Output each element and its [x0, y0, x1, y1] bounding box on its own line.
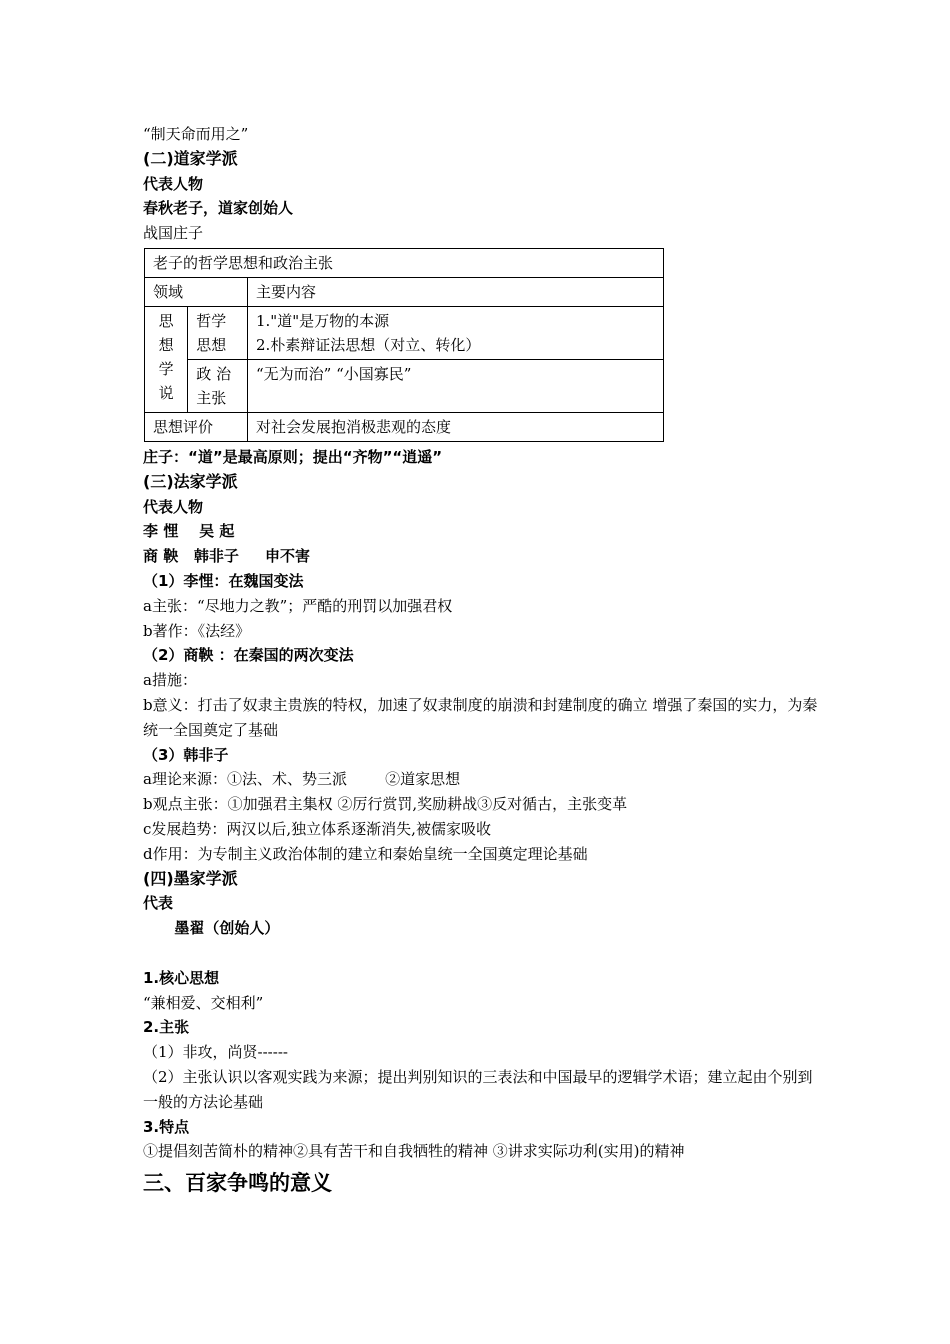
- section-fajia-mojia: [143, 445, 823, 1164]
- text-line: （2）商鞅 ：在秦国的两次变法: [143, 646, 354, 665]
- text-line: 庄子：“道”是最高原则；提出“齐物”“逍遥”: [143, 447, 443, 466]
- text-line: 春秋老子，道家创始人: [143, 199, 294, 218]
- text-line: 1.核心思想: [143, 968, 220, 987]
- document-page: [143, 122, 823, 1198]
- text-line: d作用：为专制主义政治体制的建立和秦始皇统一全国奠定理论基础: [143, 844, 588, 863]
- text-line: （2）主张认识以客观实践为来源；提出判别知识的三表法和中国最早的逻辑学术语；建立起由个别到一般的方法论基础: [143, 1067, 813, 1111]
- text-line: b著作：《法经》: [143, 621, 251, 640]
- text-line: “制天命而用之”: [143, 125, 249, 143]
- text-line: 战国庄子: [143, 224, 204, 243]
- politics-content: “无为而治” “小国寡民”: [248, 359, 664, 412]
- text-line: a主张：“尽地力之教”；严酷的刑罚以加强君权: [143, 596, 453, 615]
- text-line: 墨翟（创始人）: [143, 919, 280, 938]
- text-line: 李 悝 吴 起: [143, 522, 235, 541]
- text-line: b意义：打击了奴隶主贵族的特权，加速了奴隶制度的崩溃和封建制度的确立 增强了秦国的实力，为秦统一全国奠定了基础: [143, 695, 818, 739]
- text-line: ①提倡刻苦简朴的精神②具有苦干和自我牺牲的精神 ③讲求实际功利(实用)的精神: [143, 1142, 685, 1161]
- text-line: [143, 941, 823, 966]
- laozi-table: [144, 248, 664, 442]
- section-daojia: [143, 122, 823, 246]
- text-line: a措施：: [143, 671, 197, 690]
- group-label: 思 想 学 说: [145, 306, 188, 412]
- politics-label: 政 治主张: [188, 359, 248, 412]
- philosophy-content: 1."道"是万物的本源 2.朴素辩证法思想（对立、转化）: [248, 306, 664, 359]
- text-line: （1）非攻，尚贤-‐-‐-‐: [143, 1043, 288, 1062]
- section-heading: 三、百家争鸣的意义: [143, 1171, 332, 1196]
- text-line: (二)道家学派: [143, 148, 238, 168]
- text-line: 代表人物: [143, 174, 204, 193]
- text-line: c发展趋势：两汉以后,独立体系逐渐消失,被儒家吸收: [143, 819, 491, 838]
- text-line: 代表: [143, 894, 174, 913]
- header-domain: 领域: [145, 277, 248, 306]
- table-title: 老子的哲学思想和政治主张: [145, 248, 664, 277]
- text-line: “兼相爱、交相利”: [143, 993, 264, 1012]
- text-line: （1）李悝：在魏国变法: [143, 571, 304, 590]
- text-line: (三)法家学派: [143, 471, 238, 491]
- text-line: b观点主张：①加强君主集权 ②厉行赏罚,奖励耕战③反对循古，主张变革: [143, 795, 628, 814]
- text-line: 代表人物: [143, 497, 204, 516]
- header-content: 主要内容: [248, 277, 664, 306]
- text-line: 3.特点: [143, 1117, 190, 1136]
- text-line: a理论来源：①法、术、势三派 ②道家思想: [143, 770, 461, 789]
- philosophy-label: 哲学思想: [188, 306, 248, 359]
- text-line: 商 鞅 韩非子 申不害: [143, 547, 311, 566]
- eval-label: 思想评价: [145, 412, 248, 441]
- text-line: （3）韩非子: [143, 745, 229, 764]
- eval-content: 对社会发展抱消极悲观的态度: [248, 412, 664, 441]
- text-line: (四)墨家学派: [143, 868, 238, 888]
- text-line: 2.主张: [143, 1018, 190, 1037]
